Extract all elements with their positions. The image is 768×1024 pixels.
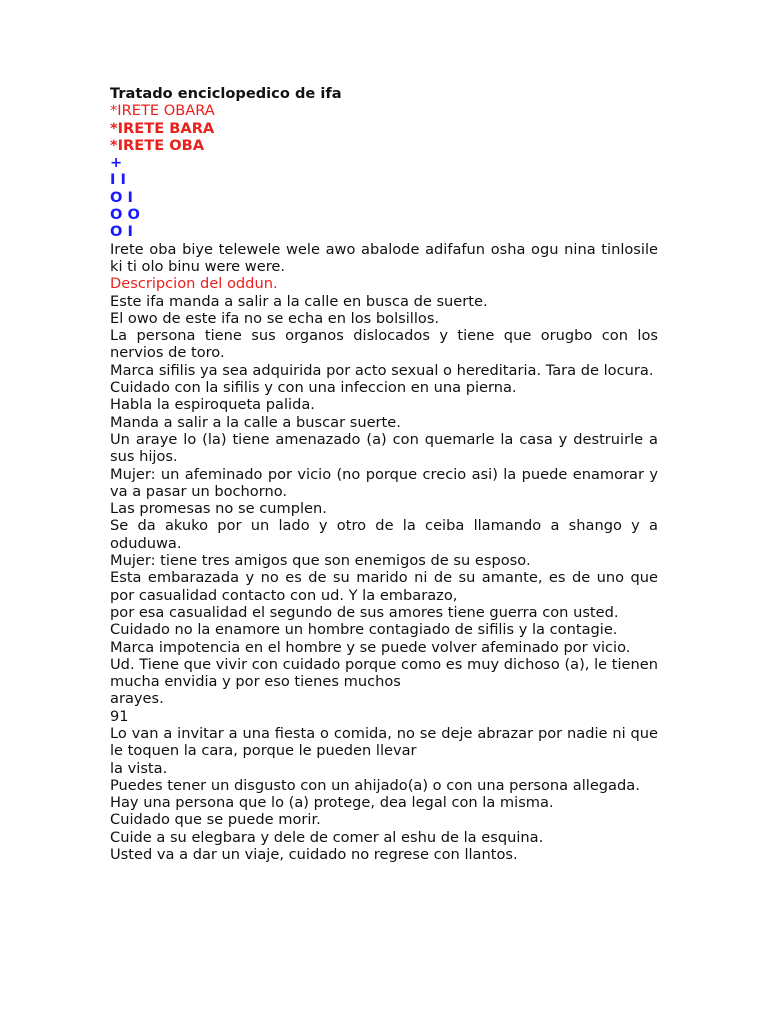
body-paragraph: Habla la espiroqueta palida.	[110, 396, 315, 414]
body-paragraph: Ud. Tiene que vivir con cuidado porque como es muy dichoso (a), le tienen mucha envidia y por eso tienes muchos	[110, 655, 658, 691]
body-paragraph: Hay una persona que lo (a) protege, dea legal con la misma.	[110, 794, 554, 812]
body-paragraph: 91	[110, 707, 129, 725]
body-paragraph: Marca sifilis ya sea adquirida por acto sexual o hereditaria. Tara de locura.	[110, 361, 654, 379]
body-paragraph: Un araye lo (la) tiene amenazado (a) con quemarle la casa y destruirle a sus hijos.	[110, 430, 658, 466]
body-paragraph: Mujer: un afeminado por vicio (no porque crecio asi) la puede enamorar y va a pasar un bochorno.	[110, 465, 658, 500]
body-paragraph: Irete oba biye telewele wele awo abalode adifafun osha ogu nina tinlosile ki ti olo binu were were.	[110, 240, 658, 275]
body-paragraph: Cuide a su elegbara y dele de comer al eshu de la esquina.	[110, 828, 544, 846]
document-body	[110, 241, 658, 864]
sign-mark-row: O I	[110, 223, 133, 241]
section-heading: Descripcion del oddun.	[110, 275, 278, 293]
document-title: Tratado enciclopedico de ifa	[110, 85, 342, 102]
body-paragraph: por esa casualidad el segundo de sus amores tiene guerra con usted.	[110, 603, 619, 621]
body-paragraph: Este ifa manda a salir a la calle en busca de suerte.	[110, 292, 488, 310]
body-paragraph: Lo van a invitar a una fiesta o comida, no se deje abrazar por nadie ni que le toquen la cara, porque le pueden llevar	[110, 724, 658, 760]
body-paragraph: La persona tiene sus organos dislocados y tiene que orugbo con los nervios de toro.	[110, 327, 658, 362]
body-paragraph: arayes.	[110, 690, 164, 708]
document-page	[110, 85, 658, 863]
sign-mark-plus: +	[110, 154, 123, 172]
body-paragraph: Usted va a dar un viaje, cuidado no regrese con llantos.	[110, 846, 518, 864]
body-paragraph: El owo de este ifa no se echa en los bolsillos.	[110, 309, 440, 327]
body-paragraph: Cuidado con la sifilis y con una infeccion en una pierna.	[110, 379, 517, 397]
body-paragraph: Puedes tener un disgusto con un ahijado(a) o con una persona allegada.	[110, 776, 640, 794]
body-paragraph: Manda a salir a la calle a buscar suerte.	[110, 413, 401, 431]
sign-name-alternate: *IRETE OBA	[110, 136, 205, 154]
sign-name-primary: *IRETE OBARA	[110, 102, 215, 120]
body-paragraph: Las promesas no se cumplen.	[110, 500, 327, 518]
body-paragraph: Marca impotencia en el hombre y se puede volver afeminado por vicio.	[110, 638, 631, 656]
body-paragraph: Cuidado que se puede morir.	[110, 811, 321, 829]
body-paragraph: Mujer: tiene tres amigos que son enemigos de su esposo.	[110, 552, 531, 570]
sign-mark-row: O O	[110, 206, 140, 224]
sign-name-alternate: *IRETE BARA	[110, 119, 215, 137]
body-paragraph: la vista.	[110, 759, 168, 777]
sign-mark-row: I I	[110, 171, 126, 189]
body-paragraph: Se da akuko por un lado y otro de la ceiba llamando a shango y a oduduwa.	[110, 517, 658, 552]
body-paragraph: Cuidado no la enamore un hombre contagiado de sifilis y la contagie.	[110, 621, 618, 639]
body-paragraph: Esta embarazada y no es de su marido ni de su amante, es de uno que por casualidad contacto con ud. Y la embarazo,	[110, 569, 658, 604]
sign-mark-row: O I	[110, 188, 133, 206]
